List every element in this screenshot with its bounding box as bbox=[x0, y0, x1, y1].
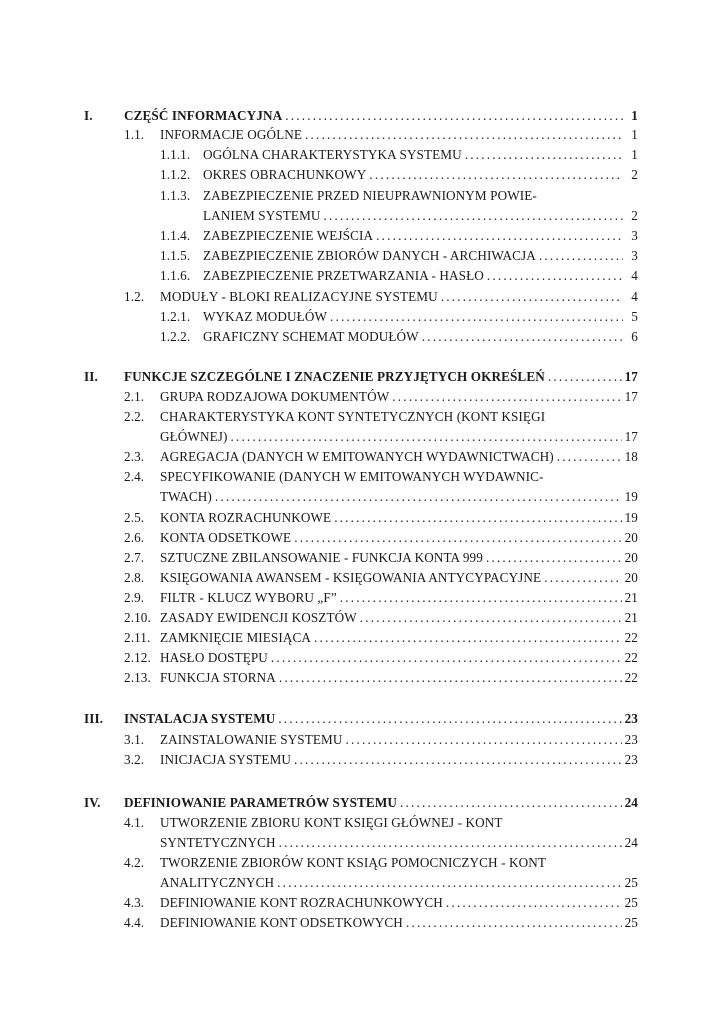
toc-entry-page: 23 bbox=[624, 752, 638, 767]
toc-entry bbox=[84, 106, 638, 126]
toc-entry bbox=[160, 327, 638, 347]
toc-entry-title: CZĘŚĆ INFORMACYJNA bbox=[124, 108, 283, 123]
toc-entry bbox=[124, 913, 638, 933]
toc-entry-title-continued: TWACH) bbox=[160, 489, 212, 504]
dot-leader bbox=[334, 508, 621, 528]
dot-leader bbox=[422, 327, 623, 347]
toc-entry-page: 22 bbox=[624, 650, 638, 665]
toc-entry bbox=[124, 568, 638, 588]
toc-entry-page: 6 bbox=[631, 329, 638, 344]
toc-entry-number: II. bbox=[84, 369, 98, 384]
dot-leader bbox=[279, 668, 622, 688]
dot-leader bbox=[277, 873, 621, 893]
toc-entry-title: OGÓLNA CHARAKTERYSTYKA SYSTEMU bbox=[203, 147, 462, 162]
toc-entry-number: 4.3. bbox=[124, 895, 145, 910]
toc-entry-title: DEFINIOWANIE KONT ODSETKOWYCH bbox=[160, 915, 403, 930]
toc-entry-number: 1.2.2. bbox=[160, 329, 191, 344]
dot-leader bbox=[406, 913, 622, 933]
toc-entry-number: 4.1. bbox=[124, 815, 145, 830]
toc-entry-title: FUNKCJE SZCZEGÓLNE I ZNACZENIE PRZYJĘTYCH OKREŚLEŃ bbox=[124, 369, 545, 384]
dot-leader bbox=[548, 367, 622, 387]
toc-entry-title: WYKAZ MODUŁÓW bbox=[203, 309, 327, 324]
toc-entry-title-continued: LANIEM SYSTEMU bbox=[203, 208, 321, 223]
toc-entry-page: 25 bbox=[624, 915, 638, 930]
toc-entry-number: 2.10. bbox=[124, 610, 151, 625]
toc-entry-title: KONTA ROZRACHUNKOWE bbox=[160, 510, 332, 525]
toc-entry-number: 2.1. bbox=[124, 389, 145, 404]
toc-entry-title: ZAMKNIĘCIE MIESIĄCA bbox=[160, 630, 311, 645]
toc-entry-page: 3 bbox=[631, 228, 638, 243]
toc-entry-page: 21 bbox=[624, 610, 638, 625]
toc-entry-title: ZABEZPIECZENIE ZBIORÓW DANYCH - ARCHIWACJA bbox=[203, 248, 536, 263]
dot-leader bbox=[486, 548, 622, 568]
toc-entry-title: UTWORZENIE ZBIORU KONT KSIĘGI GŁÓWNEJ - KONT bbox=[160, 815, 503, 830]
dot-leader bbox=[376, 226, 623, 246]
toc-entry-page: 24 bbox=[624, 795, 638, 810]
toc-entry bbox=[124, 287, 638, 307]
toc-entry-number: 4.2. bbox=[124, 855, 145, 870]
toc-entry-number: 1.1.5. bbox=[160, 248, 191, 263]
dot-leader bbox=[314, 628, 622, 648]
toc-entry bbox=[124, 893, 638, 913]
dot-leader bbox=[544, 568, 621, 588]
toc-entry-number: I. bbox=[84, 108, 93, 123]
toc-entry bbox=[160, 145, 638, 165]
toc-entry bbox=[84, 367, 638, 387]
toc-entry-title-continued: SYNTETYCZNYCH bbox=[160, 835, 276, 850]
toc-entry-number: 1.1.1. bbox=[160, 147, 191, 162]
toc-entry-page: 1 bbox=[631, 108, 638, 123]
toc-entry-page: 1 bbox=[631, 127, 638, 142]
toc-entry bbox=[160, 266, 638, 286]
toc-entry-continuation bbox=[160, 833, 638, 853]
toc-entry bbox=[124, 467, 638, 487]
toc-entry bbox=[124, 447, 638, 467]
toc-entry-page: 17 bbox=[624, 389, 638, 404]
dot-leader bbox=[324, 206, 623, 226]
toc-entry-title: ZAINSTALOWANIE SYSTEMU bbox=[160, 732, 343, 747]
toc-entry bbox=[124, 508, 638, 528]
toc-entry-title: DEFINIOWANIE PARAMETRÓW SYSTEMU bbox=[124, 795, 397, 810]
toc-entry-number: 1.1.2. bbox=[160, 167, 191, 182]
dot-leader bbox=[557, 447, 622, 467]
toc-entry-page: 21 bbox=[624, 590, 638, 605]
toc-entry-page: 2 bbox=[631, 208, 638, 223]
toc-entry-page: 19 bbox=[624, 510, 638, 525]
toc-entry-title: FUNKCJA STORNA bbox=[160, 670, 276, 685]
toc-entry-number: IV. bbox=[84, 795, 101, 810]
toc-entry-title: KSIĘGOWANIA AWANSEM - KSIĘGOWANIA ANTYCYPACYJNE bbox=[160, 570, 542, 585]
toc-entry-page: 5 bbox=[631, 309, 638, 324]
toc-entry bbox=[124, 730, 638, 750]
toc-entry-number: 2.9. bbox=[124, 590, 145, 605]
dot-leader bbox=[539, 246, 623, 266]
toc-entry-title: INFORMACJE OGÓLNE bbox=[160, 127, 303, 142]
toc-entry-title: ZABEZPIECZENIE PRZETWARZANIA - HASŁO bbox=[203, 268, 484, 283]
toc-entry-number: 1.1.4. bbox=[160, 228, 191, 243]
toc-entry-number: 1.2. bbox=[124, 289, 145, 304]
toc-entry-continuation bbox=[160, 873, 638, 893]
toc-entry bbox=[124, 387, 638, 407]
toc-entry-number: 4.4. bbox=[124, 915, 145, 930]
toc-entry-number: 1.1.6. bbox=[160, 268, 191, 283]
toc-entry-number: 2.5. bbox=[124, 510, 145, 525]
toc-entry bbox=[160, 226, 638, 246]
toc-entry bbox=[124, 407, 638, 427]
toc-entry-title-continued: GŁÓWNEJ) bbox=[160, 429, 228, 444]
dot-leader bbox=[340, 588, 622, 608]
toc-entry-title: INSTALACJA SYSTEMU bbox=[124, 711, 276, 726]
toc-entry bbox=[124, 528, 638, 548]
toc-entry-title: SZTUCZNE ZBILANSOWANIE - FUNKCJA KONTA 999 bbox=[160, 550, 483, 565]
toc-entry-number: 2.8. bbox=[124, 570, 145, 585]
toc-entry-page: 19 bbox=[624, 489, 638, 504]
toc-entry-continuation bbox=[160, 427, 638, 447]
dot-leader bbox=[400, 793, 622, 813]
dot-leader bbox=[446, 893, 622, 913]
dot-leader bbox=[294, 750, 622, 770]
toc-entry-number: 1.1. bbox=[124, 127, 145, 142]
toc-entry-page: 20 bbox=[624, 570, 638, 585]
toc-entry-number: 2.6. bbox=[124, 530, 145, 545]
dot-leader bbox=[285, 106, 623, 126]
toc-entry bbox=[84, 709, 638, 729]
dot-leader bbox=[305, 125, 623, 145]
toc-entry-number: 3.1. bbox=[124, 732, 145, 747]
toc-entry-page: 17 bbox=[624, 429, 638, 444]
toc-entry-page: 24 bbox=[624, 835, 638, 850]
toc-entry-number: 2.3. bbox=[124, 449, 145, 464]
toc-entry-title: TWORZENIE ZBIORÓW KONT KSIĄG POMOCNICZYCH - KONT bbox=[160, 855, 546, 870]
toc-entry-page: 4 bbox=[631, 289, 638, 304]
toc-entry bbox=[124, 648, 638, 668]
toc-entry bbox=[160, 186, 638, 206]
toc-entry bbox=[124, 608, 638, 628]
toc-entry-page: 25 bbox=[624, 875, 638, 890]
toc-entry-title: MODUŁY - BLOKI REALIZACYJNE SYSTEMU bbox=[160, 289, 438, 304]
toc-entry-continuation bbox=[160, 487, 638, 507]
toc-entry bbox=[124, 853, 638, 873]
toc-entry-number: 1.1.3. bbox=[160, 188, 191, 203]
toc-entry bbox=[124, 668, 638, 688]
toc-entry-number: 2.4. bbox=[124, 469, 145, 484]
toc-entry-number: 3.2. bbox=[124, 752, 145, 767]
toc-entry-title: ZABEZPIECZENIE PRZED NIEUPRAWNIONYM POWIE- bbox=[203, 188, 537, 203]
dot-leader bbox=[294, 528, 621, 548]
toc-entry-number: 2.12. bbox=[124, 650, 151, 665]
toc-entry-number: III. bbox=[84, 711, 104, 726]
toc-entry-number: 2.2. bbox=[124, 409, 145, 424]
toc-entry-page: 3 bbox=[631, 248, 638, 263]
dot-leader bbox=[230, 427, 621, 447]
toc-entry-title: SPECYFIKOWANIE (DANYCH W EMITOWANYCH WYDAWNIC- bbox=[160, 469, 544, 484]
dot-leader bbox=[360, 608, 622, 628]
dot-leader bbox=[215, 487, 622, 507]
toc-entry bbox=[160, 165, 638, 185]
dot-leader bbox=[345, 730, 621, 750]
toc-entry-title: HASŁO DOSTĘPU bbox=[160, 650, 268, 665]
toc-entry bbox=[124, 588, 638, 608]
toc-entry-title: FILTR - KLUCZ WYBORU „F” bbox=[160, 590, 337, 605]
toc-entry-title: ZABEZPIECZENIE WEJŚCIA bbox=[203, 228, 374, 243]
dot-leader bbox=[369, 165, 623, 185]
dot-leader bbox=[271, 648, 622, 668]
toc-entry-page: 25 bbox=[624, 895, 638, 910]
toc-entry-title: GRAFICZNY SCHEMAT MODUŁÓW bbox=[203, 329, 419, 344]
toc-entry-title: GRUPA RODZAJOWA DOKUMENTÓW bbox=[160, 389, 390, 404]
toc-entry-continuation bbox=[203, 206, 638, 226]
toc-entry-title: KONTA ODSETKOWE bbox=[160, 530, 292, 545]
toc-entry-title: AGREGACJA (DANYCH W EMITOWANYCH WYDAWNICTWACH) bbox=[160, 449, 554, 464]
toc-entry-number: 1.2.1. bbox=[160, 309, 191, 324]
toc-entry-page: 23 bbox=[624, 732, 638, 747]
toc-entry-title: OKRES OBRACHUNKOWY bbox=[203, 167, 367, 182]
toc-entry bbox=[124, 125, 638, 145]
toc-entry bbox=[84, 793, 638, 813]
toc-entry bbox=[160, 246, 638, 266]
toc-entry-page: 17 bbox=[624, 369, 638, 384]
toc-entry-page: 2 bbox=[631, 167, 638, 182]
toc-entry bbox=[124, 548, 638, 568]
toc-entry bbox=[124, 628, 638, 648]
toc-entry-title: ZASADY EWIDENCJI KOSZTÓW bbox=[160, 610, 357, 625]
toc-entry-page: 22 bbox=[624, 630, 638, 645]
dot-leader bbox=[392, 387, 621, 407]
dot-leader bbox=[465, 145, 623, 165]
dot-leader bbox=[279, 833, 622, 853]
toc-entry-page: 1 bbox=[631, 147, 638, 162]
dot-leader bbox=[441, 287, 623, 307]
toc-entry-title: INICJACJA SYSTEMU bbox=[160, 752, 292, 767]
toc-entry-title: DEFINIOWANIE KONT ROZRACHUNKOWYCH bbox=[160, 895, 443, 910]
dot-leader bbox=[278, 709, 621, 729]
toc-entry bbox=[160, 307, 638, 327]
toc-entry-number: 2.13. bbox=[124, 670, 151, 685]
toc-entry-page: 23 bbox=[624, 711, 638, 726]
toc-entry-number: 2.11. bbox=[124, 630, 151, 645]
dot-leader bbox=[330, 307, 623, 327]
toc-entry-number: 2.7. bbox=[124, 550, 145, 565]
toc-entry-title: CHARAKTERYSTYKA KONT SYNTETYCZNYCH (KONT KSIĘGI bbox=[160, 409, 546, 424]
toc-entry-title-continued: ANALITYCZNYCH bbox=[160, 875, 275, 890]
toc-entry-page: 20 bbox=[624, 530, 638, 545]
toc-entry bbox=[124, 813, 638, 833]
toc-entry-page: 18 bbox=[624, 449, 638, 464]
toc-entry-page: 4 bbox=[631, 268, 638, 283]
dot-leader bbox=[487, 266, 623, 286]
toc-entry bbox=[124, 750, 638, 770]
toc-entry-page: 20 bbox=[624, 550, 638, 565]
toc-entry-page: 22 bbox=[624, 670, 638, 685]
